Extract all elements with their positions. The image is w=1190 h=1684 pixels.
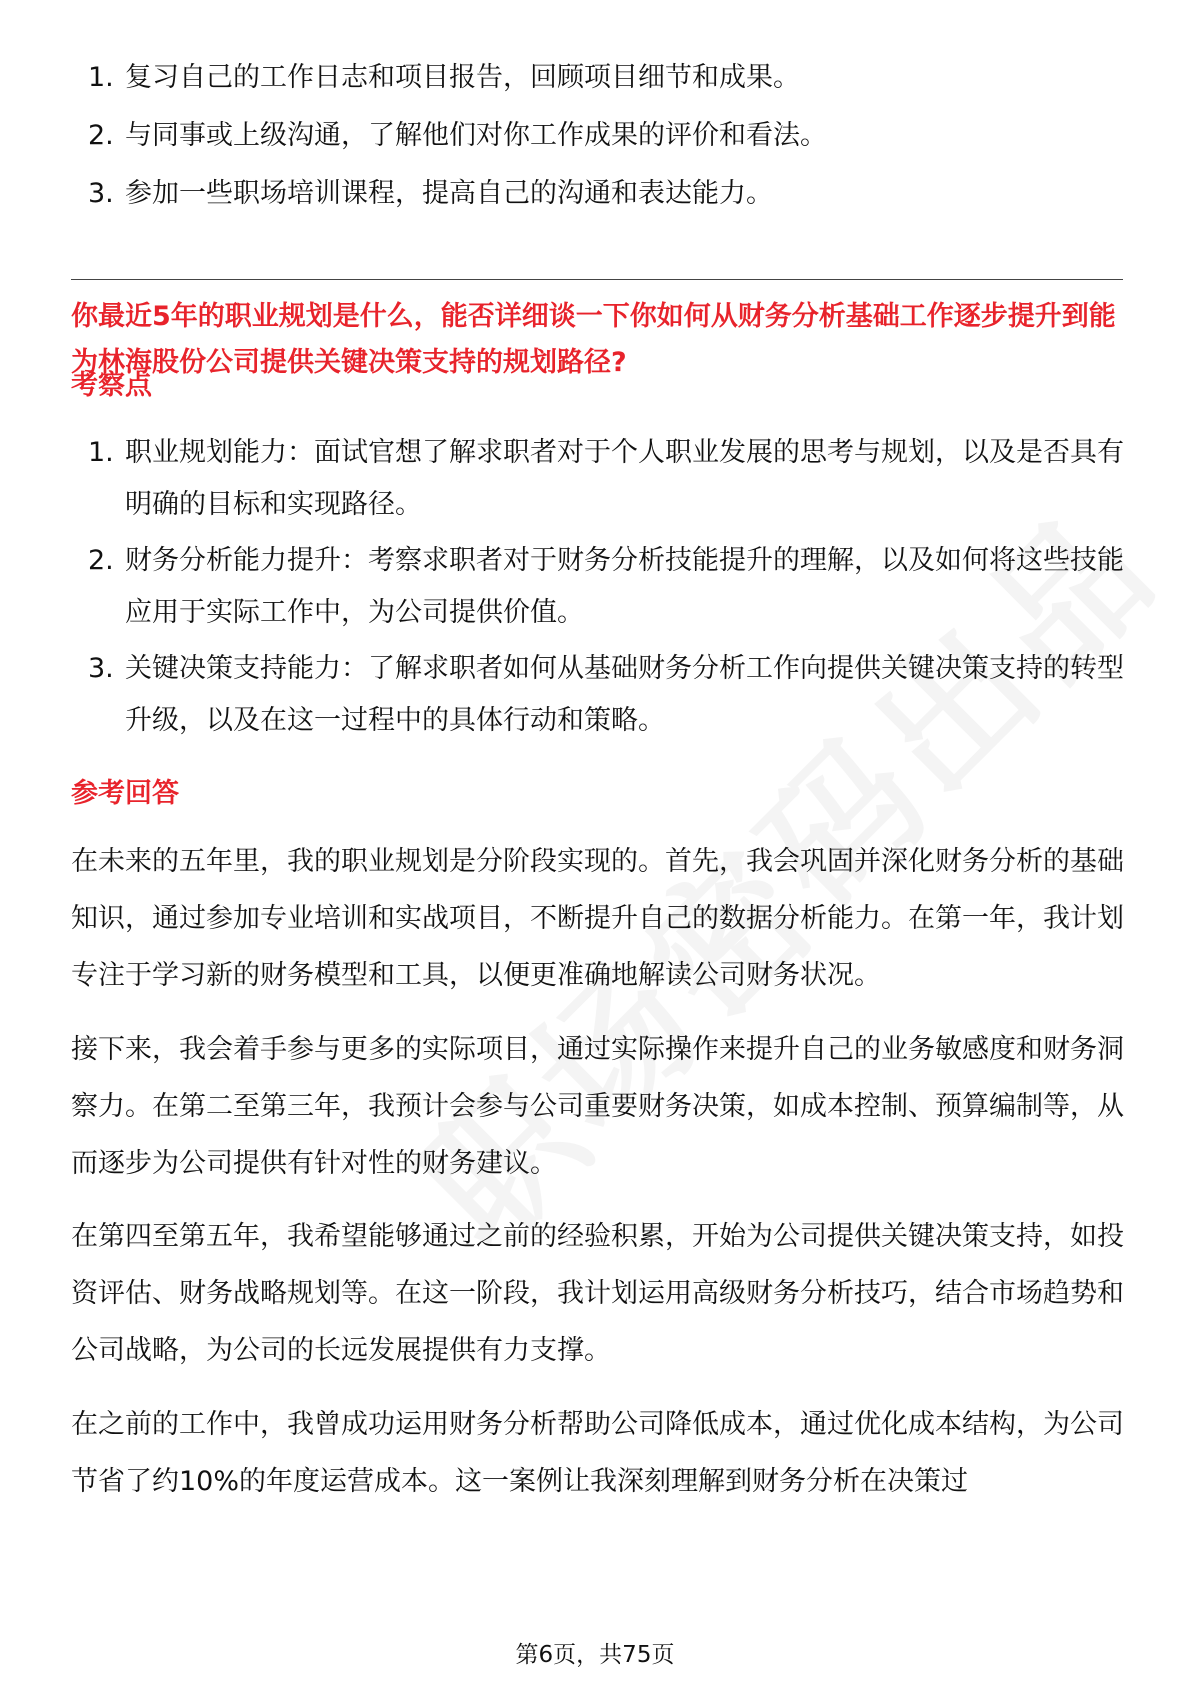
list-item [88, 643, 1128, 747]
exam-points-list [88, 427, 1128, 753]
list-item [88, 110, 1128, 162]
answer-paragraph: 在之前的工作中，我曾成功运用财务分析帮助公司降低成本，通过优化成本结构，为公司节省了约10%的年度运营成本。这一案例让我深刻理解到财务分析在决策过 [71, 1409, 1124, 1497]
list-number: 1. [88, 62, 114, 93]
answer-paragraph: 在未来的五年里，我的职业规划是分阶段实现的。首先，我会巩固并深化财务分析的基础知识，通过参加专业培训和实战项目，不断提升自己的数据分析能力。在第一年，我计划专注于学习新的财务模型和工具，以便更准确地解读公司财务状况。 [71, 846, 1124, 991]
list-item [88, 168, 1128, 220]
list-text: 参加一些职场培训课程，提高自己的沟通和表达能力。 [125, 178, 773, 209]
list-number: 1. [88, 437, 114, 468]
question-heading: 你最近5年的职业规划是什么，能否详细谈一下你如何从财务分析基础工作逐步提升到能为林海股份公司提供关键决策支持的规划路径? [71, 301, 1116, 378]
list-item [88, 427, 1128, 531]
answer-title: 参考回答 [71, 778, 179, 809]
answer-paragraph: 接下来，我会着手参与更多的实际项目，通过实际操作来提升自己的业务敏感度和财务洞察力。在第二至第三年，我预计会参与公司重要财务决策，如成本控制、预算编制等，从而逐步为公司提供有针对性的财务建议。 [71, 1034, 1124, 1179]
list-text: 与同事或上级沟通，了解他们对你工作成果的评价和看法。 [125, 120, 827, 151]
list-number: 3. [88, 653, 114, 684]
top-list [88, 52, 1128, 226]
list-text: 财务分析能力提升：考察求职者对于财务分析技能提升的理解，以及如何将这些技能应用于实际工作中，为公司提供价值。 [125, 545, 1124, 628]
list-text: 复习自己的工作日志和项目报告，回顾项目细节和成果。 [125, 62, 800, 93]
list-text: 职业规划能力：面试官想了解求职者对于个人职业发展的思考与规划，以及是否具有明确的目标和实现路径。 [125, 437, 1124, 520]
list-item [88, 52, 1128, 104]
answer-paragraph: 在第四至第五年，我希望能够通过之前的经验积累，开始为公司提供关键决策支持，如投资评估、财务战略规划等。在这一阶段，我计划运用高级财务分析技巧，结合市场趋势和公司战略，为公司的长远发展提供有力支撑。 [71, 1221, 1124, 1366]
list-number: 2. [88, 545, 114, 576]
section-divider [71, 279, 1123, 280]
exam-points-title: 考察点 [71, 370, 152, 401]
list-number: 2. [88, 120, 114, 151]
list-number: 3. [88, 178, 114, 209]
page-number-footer: 第6页，共75页 [515, 1642, 675, 1668]
list-item [88, 535, 1128, 639]
list-text: 关键决策支持能力：了解求职者如何从基础财务分析工作向提供关键决策支持的转型升级，以及在这一过程中的具体行动和策略。 [125, 653, 1124, 736]
